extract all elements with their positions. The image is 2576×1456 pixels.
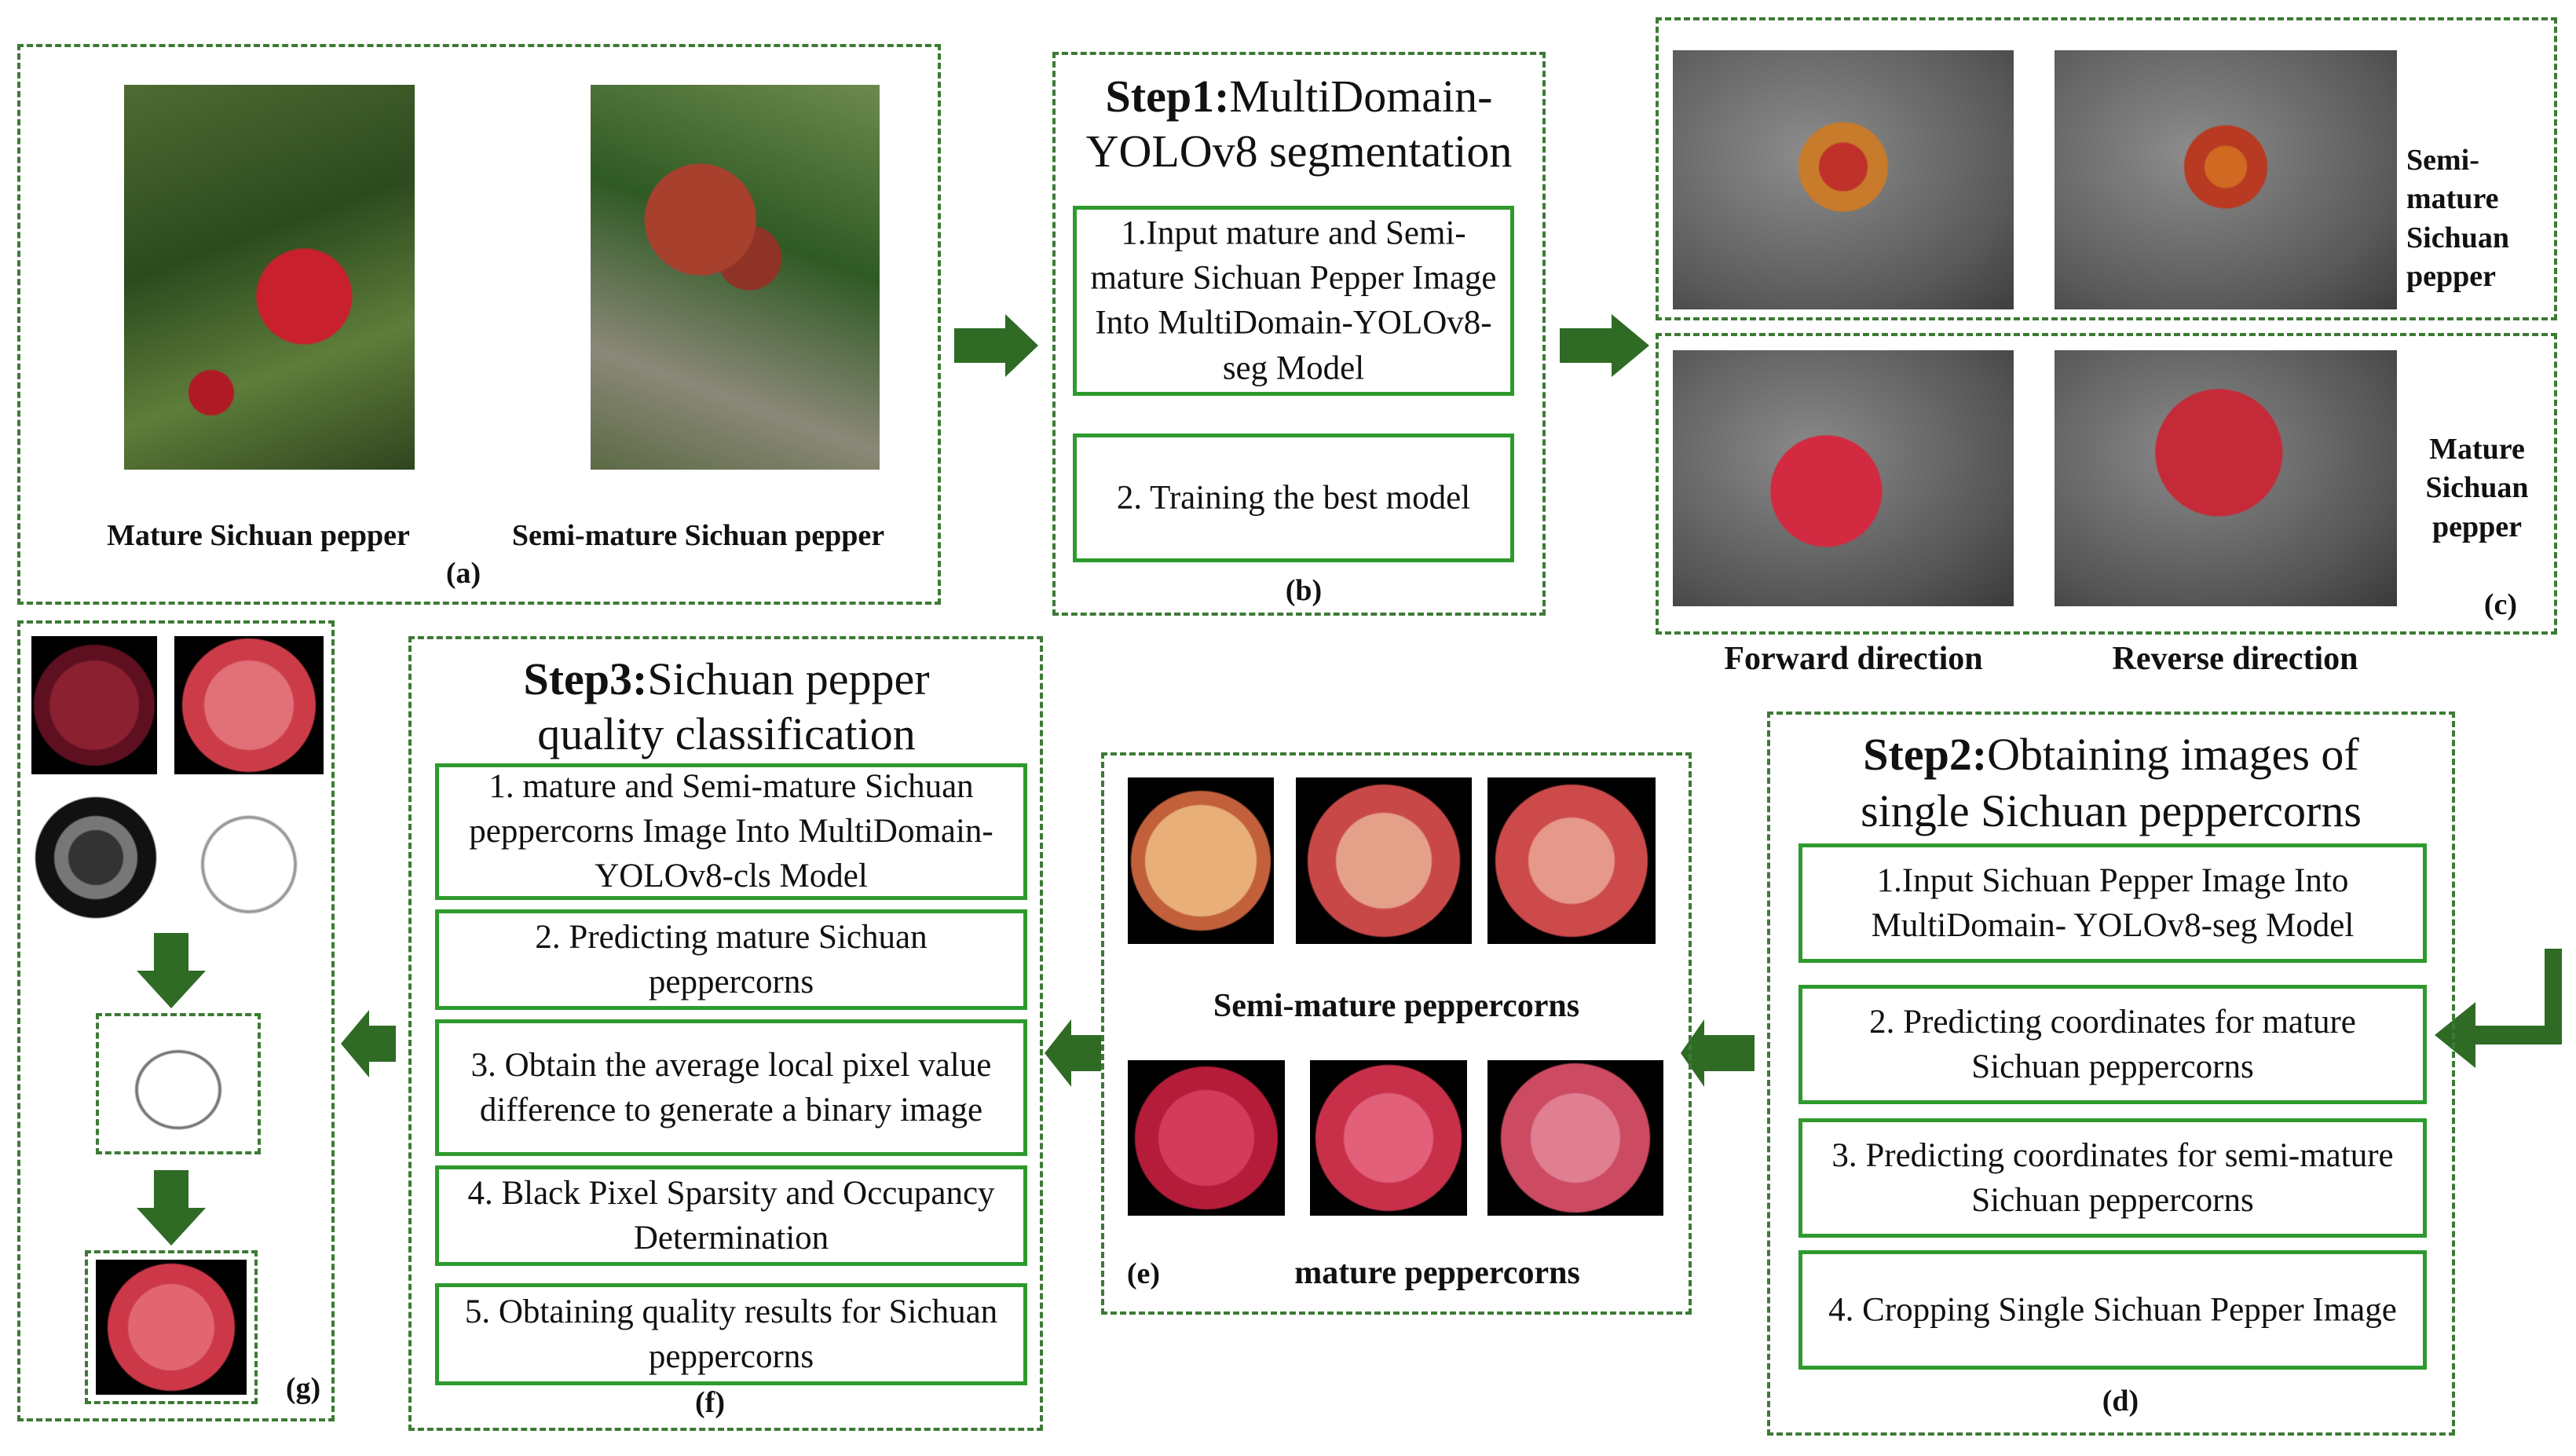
step3-title-rest: Sichuan pepper — [647, 653, 930, 704]
semi-peppercorn-2 — [1296, 777, 1472, 944]
binary-image-dense — [31, 788, 160, 927]
mature-peppercorns-label: mature peppercorns — [1294, 1255, 1580, 1291]
step2-title-bold: Step2: — [1863, 729, 1988, 780]
panel-g-tag: (g) — [285, 1372, 321, 1405]
step2-title-line2: single Sichuan peppercorns — [1861, 785, 2362, 836]
step2-item-2-text: 2. Predicting coordinates for mature Sichuan peppercorns — [1869, 1003, 2356, 1085]
step3-item-2 — [435, 909, 1027, 1010]
panel-f-tag: (f) — [695, 1386, 725, 1419]
mature-peppercorn-1 — [1128, 1060, 1285, 1216]
step1-box-1 — [1073, 206, 1514, 396]
peppercorn-dark-red — [31, 636, 157, 774]
binary-result-image — [107, 1024, 250, 1143]
arrow-b-to-c — [1560, 314, 1649, 377]
mature-forward-photo — [1673, 350, 2014, 606]
step2-title-rest: Obtaining images of — [1987, 729, 2359, 780]
panel-c-tag: (c) — [2483, 588, 2518, 621]
step1-title-bold: Step1: — [1105, 71, 1230, 122]
step2-item-1 — [1798, 843, 2427, 963]
step2-title-line1 — [1767, 727, 2455, 782]
step2-item-3 — [1798, 1118, 2427, 1238]
reverse-direction-label: Reverse direction — [2112, 641, 2358, 677]
step3-item-5-text: 5. Obtaining quality results for Sichuan peppercorns — [464, 1293, 998, 1375]
mature-reverse-photo — [2055, 350, 2397, 606]
step1-title-rest: MultiDomain- — [1229, 71, 1493, 122]
step3-title-bold: Step3: — [523, 653, 648, 704]
arrow-a-to-b — [954, 314, 1038, 377]
semi-peppercorn-3 — [1487, 777, 1656, 944]
step1-box-2-text: 2. Training the best model — [1116, 479, 1471, 517]
mature-peppercorn-3 — [1487, 1060, 1663, 1216]
binary-image-sparse — [174, 788, 324, 927]
arrow-e-to-f — [1045, 1019, 1101, 1087]
step3-item-5 — [435, 1283, 1027, 1385]
step1-title-line2: YOLOv8 segmentation — [1085, 126, 1513, 177]
step2-item-1-text: 1.Input Sichuan Pepper Image Into MultiDomain- YOLOv8-seg Model — [1871, 862, 2355, 944]
panel-d-tag: (d) — [2102, 1385, 2139, 1418]
step3-title-line1 — [408, 652, 1076, 707]
step1-box-1-text: 1.Input mature and Semi-mature Sichuan Pepper Image Into MultiDomain-YOLOv8-seg Model — [1090, 214, 1497, 387]
mature-pepper-label: Mature Sichuan pepper — [107, 519, 410, 552]
step3-title-line2: quality classification — [537, 708, 916, 759]
semi-mature-side-label: Semi- mature Sichuan pepper — [2406, 144, 2509, 294]
semi-mature-peppercorns-label: Semi-mature peppercorns — [1213, 988, 1580, 1024]
step3-item-3-text: 3. Obtain the average local pixel value difference to generate a binary image — [470, 1046, 992, 1129]
step3-item-2-text: 2. Predicting mature Sichuan peppercorns — [535, 918, 928, 1001]
semi-mature-pepper-label: Semi-mature Sichuan pepper — [511, 519, 885, 552]
step1-title-line1 — [1052, 69, 1546, 124]
step3-item-1-text: 1. mature and Semi-mature Sichuan peppercorns Image Into MultiDomain- YOLOv8-cls Model — [469, 768, 993, 895]
step2-item-4-text: 4. Cropping Single Sichuan Pepper Image — [1828, 1291, 2397, 1329]
mature-side-label: Mature Sichuan pepper — [2425, 433, 2529, 543]
panel-a-tag: (a) — [445, 557, 481, 590]
semi-peppercorn-1 — [1128, 777, 1274, 944]
forward-direction-label: Forward direction — [1724, 641, 1983, 677]
step3-item-4-text: 4. Black Pixel Sparsity and Occupancy Determination — [467, 1174, 995, 1257]
step2-item-2 — [1798, 985, 2427, 1104]
step3-item-1 — [435, 763, 1027, 900]
arrow-f-to-g — [341, 1010, 396, 1077]
step2-item-3-text: 3. Predicting coordinates for semi-mature Sichuan peppercorns — [1831, 1136, 2394, 1219]
semi-forward-photo — [1673, 50, 2014, 309]
final-result-peppercorn — [96, 1260, 247, 1395]
step3-item-4 — [435, 1165, 1027, 1266]
panel-b-tag: (b) — [1285, 574, 1323, 607]
peppercorn-pink — [174, 636, 324, 774]
mature-peppercorn-2 — [1310, 1060, 1467, 1216]
arrow-d-to-e — [1681, 1019, 1755, 1087]
panel-e-tag: (e) — [1126, 1257, 1161, 1290]
step2-item-4 — [1798, 1250, 2427, 1370]
step1-box-2 — [1073, 434, 1514, 562]
semi-reverse-photo — [2055, 50, 2397, 309]
step3-item-3 — [435, 1019, 1027, 1156]
